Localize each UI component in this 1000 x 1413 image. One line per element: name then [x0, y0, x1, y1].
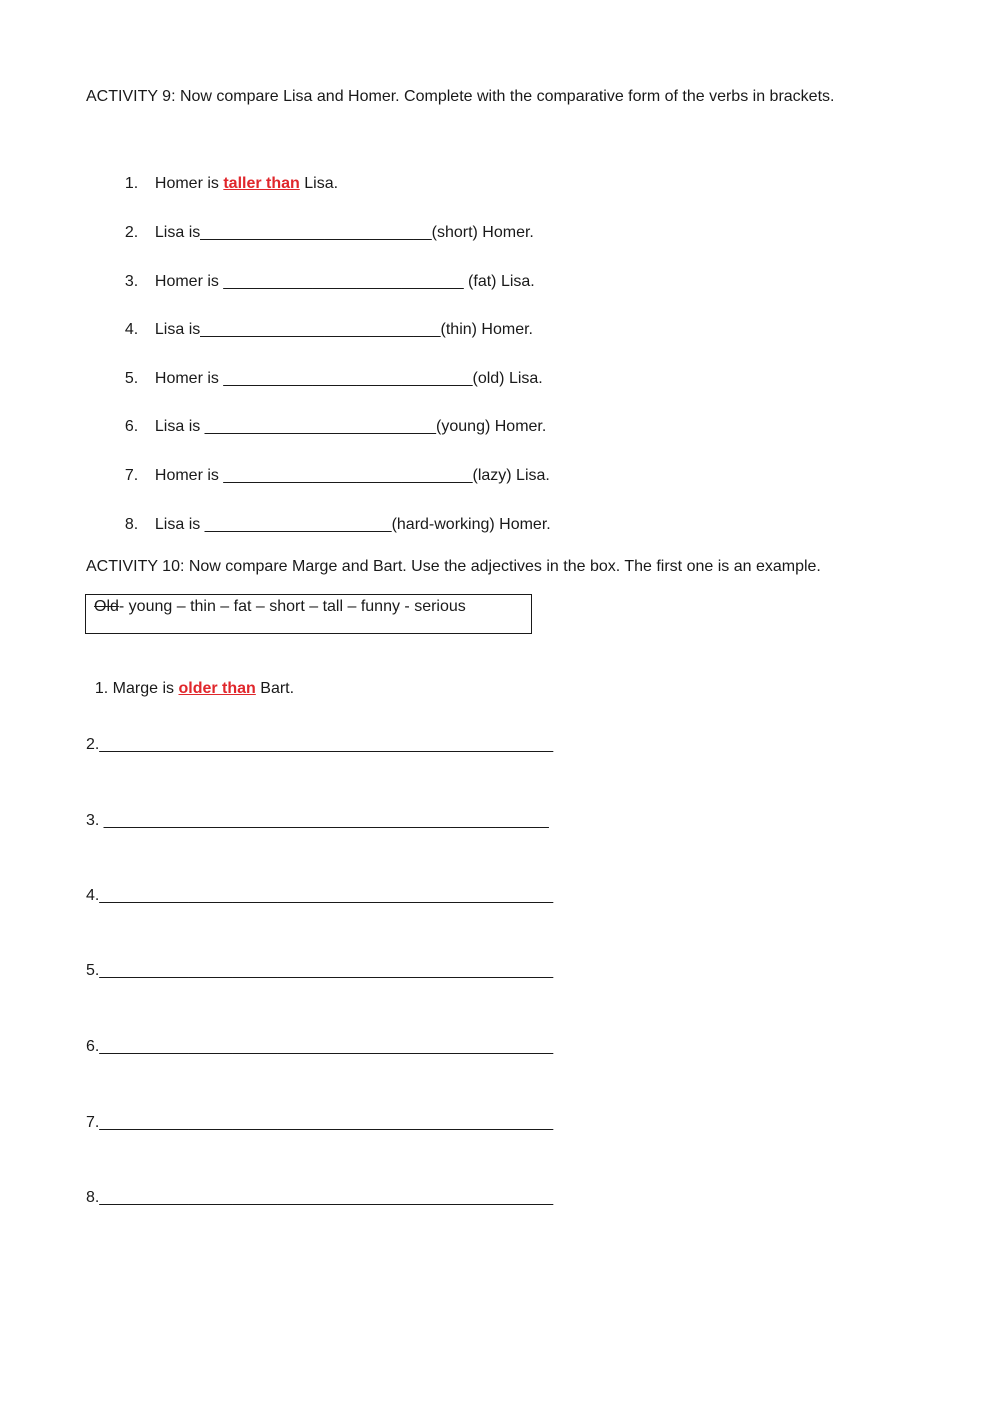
writing-line-2[interactable]: 2.___________________________________________________ [86, 736, 554, 753]
answer-blank[interactable]: ____________________________ [223, 370, 473, 387]
item-number: 5. [124, 370, 139, 387]
item-number: 6. [124, 418, 139, 435]
item-number: 4. [124, 321, 139, 338]
answer-blank[interactable]: __________________________ [200, 224, 432, 241]
item-text-after: (fat) Lisa. [463, 273, 535, 290]
item-text-before: Lisa is [154, 224, 201, 241]
activity-9-item-6 [116, 397, 546, 437]
writing-line-5[interactable]: 5.___________________________________________________ [86, 962, 554, 979]
adjective-word-box [85, 594, 532, 634]
example-text-before: 1. Marge is [94, 680, 179, 697]
adjective-list [94, 597, 466, 617]
item-example-answer: taller than [223, 175, 300, 192]
activity-9-item-4 [116, 300, 533, 340]
item-number: 7. [124, 467, 139, 484]
activity-9-item-1 [116, 154, 338, 194]
item-text-before: Homer is [154, 370, 224, 387]
writing-line-3[interactable]: 3. __________________________________________________ [86, 812, 549, 829]
activity-9-item-8 [116, 495, 551, 535]
struck-example-word: Old [94, 598, 119, 615]
item-number: 8. [124, 516, 139, 533]
item-text-before: Lisa is [154, 516, 205, 533]
answer-blank[interactable]: __________________________ [204, 418, 437, 435]
writing-line-8[interactable]: 8.___________________________________________________ [86, 1189, 554, 1206]
answer-blank[interactable]: ___________________________ [200, 321, 441, 338]
item-text-before: Homer is [154, 467, 224, 484]
answer-blank[interactable]: ___________________________ [223, 273, 464, 290]
activity-9-item-5 [116, 349, 543, 389]
item-text-before: Lisa is [154, 418, 205, 435]
item-text-after: (hard-working) Homer. [391, 516, 551, 533]
item-text-after: (short) Homer. [431, 224, 534, 241]
item-number: 1. [124, 175, 139, 192]
remaining-adjectives: - young – thin – fat – short – tall – funny - serious [118, 598, 466, 615]
activity-9-item-2 [116, 203, 534, 243]
item-number: 2. [124, 224, 139, 241]
writing-line-4[interactable]: 4.___________________________________________________ [86, 887, 554, 904]
activity-10-instruction: ACTIVITY 10: Now compare Marge and Bart. Use the adjectives in the box. The first one is an example. [86, 558, 821, 575]
item-text-after: (young) Homer. [436, 418, 547, 435]
answer-blank[interactable]: _____________________ [204, 516, 392, 533]
writing-line-6[interactable]: 6.___________________________________________________ [86, 1038, 554, 1055]
activity-9-instruction: ACTIVITY 9: Now compare Lisa and Homer. Complete with the comparative form of the verbs in brackets. [86, 88, 835, 105]
item-text-after: (thin) Homer. [440, 321, 533, 338]
activity-9-item-3 [116, 252, 535, 292]
activity-9-item-7 [116, 446, 550, 486]
item-text-after: (old) Lisa. [472, 370, 543, 387]
item-text-before: Homer is [154, 175, 224, 192]
example-text-after: Bart. [255, 680, 295, 697]
activity-10-example [86, 659, 294, 699]
item-text-before: Lisa is [154, 321, 201, 338]
item-text-after: (lazy) Lisa. [472, 467, 550, 484]
answer-blank[interactable]: ____________________________ [223, 467, 473, 484]
example-answer: older than [178, 680, 256, 697]
writing-line-7[interactable]: 7.___________________________________________________ [86, 1114, 554, 1131]
item-text-before: Homer is [154, 273, 224, 290]
item-number: 3. [124, 273, 139, 290]
item-text-after: Lisa. [299, 175, 339, 192]
